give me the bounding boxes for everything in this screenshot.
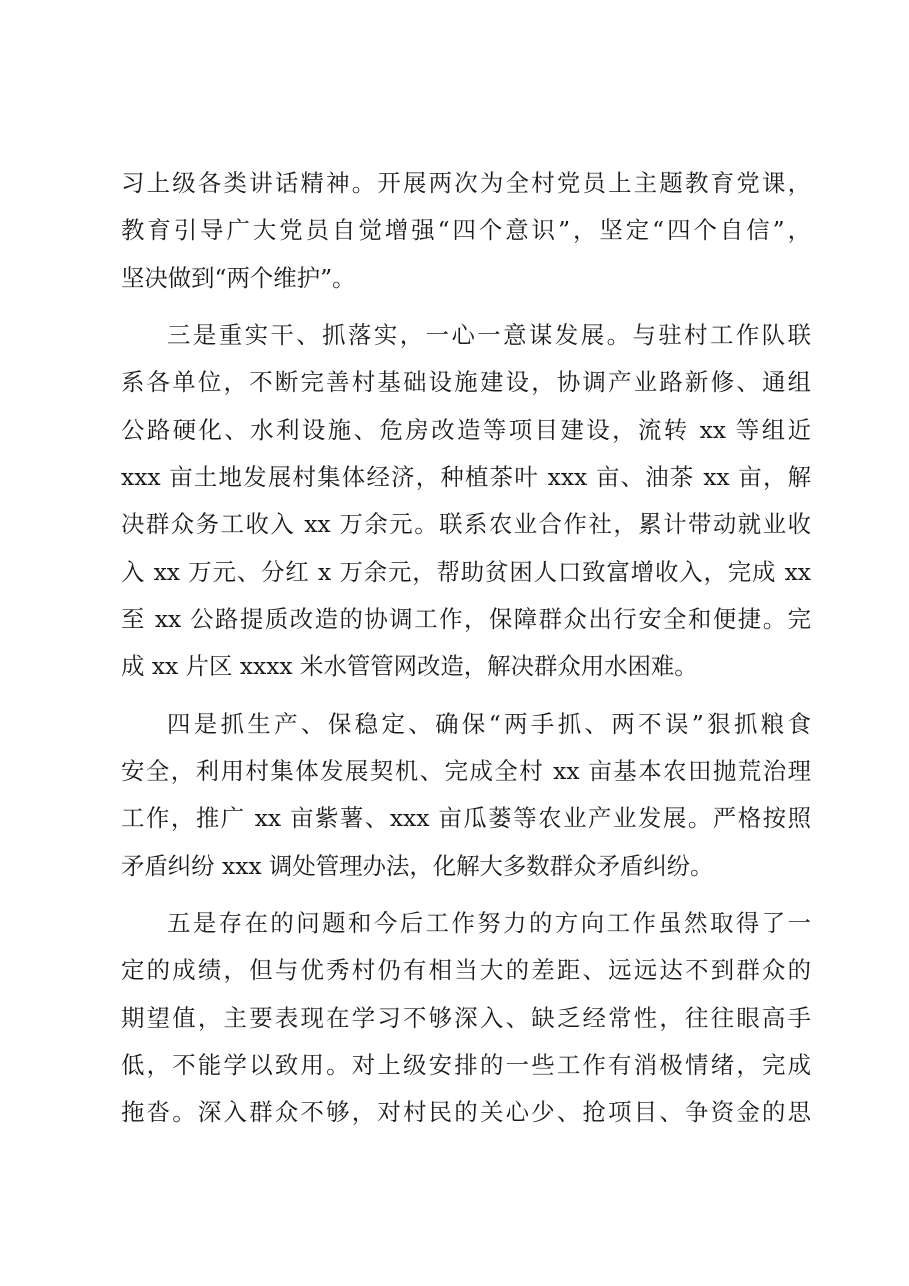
- text-line: 习上级各类讲话精神。开展两次为全村党员上主题教育党课，: [121, 169, 811, 197]
- text-line: 决群众务工收入 xx 万余元。联系农业合作社，累计带动就业收: [121, 510, 811, 539]
- paragraph-start-line: 五是存在的问题和今后工作努力的方向工作虽然取得了一: [167, 909, 811, 938]
- text-line: 至 xx 公路提质改造的协调工作，保障群众出行安全和便捷。完: [121, 604, 811, 633]
- text-line: 入 xx 万元、分红 x 万余元，帮助贫困人口致富增收入，完成 xx: [121, 557, 811, 586]
- text-line: 拖沓。深入群众不够，对村民的关心少、抢项目、争资金的思: [121, 1098, 811, 1127]
- text-line: 低，不能学以致用。对上级安排的一些工作有消极情绪，完成: [121, 1050, 811, 1079]
- text-line: 公路硬化、水利设施、危房改造等项目建设，流转 xx 等组近: [121, 415, 811, 444]
- body-text: [121, 165, 811, 1130]
- text-line: 系各单位，不断完善村基础设施建设，协调产业路新修、通组: [121, 368, 811, 397]
- text-line: 教育引导广大党员自觉增强“四个意识”，坚定“四个自信”，: [121, 216, 811, 245]
- paragraph-start-line: 三是重实干、抓落实，一心一意谋发展。与驻村工作队联: [167, 321, 811, 350]
- text-line: 坚决做到“两个维护”。: [121, 263, 356, 292]
- text-line: 工作，推广 xx 亩紫薯、xxx 亩瓜蒌等农业产业发展。严格按照: [121, 804, 811, 833]
- text-line: xxx 亩土地发展村集体经济，种植茶叶 xxx 亩、油茶 xx 亩，解: [121, 462, 811, 491]
- text-line: 定的成绩，但与优秀村仍有相当大的差距、远远达不到群众的: [121, 956, 811, 985]
- text-line: 成 xx 片区 xxxx 米水管管网改造，解决群众用水困难。: [121, 652, 698, 681]
- text-line: 期望值，主要表现在学习不够深入、缺乏经常性，往往眼高手: [121, 1003, 811, 1032]
- text-line: 矛盾纠纷 xxx 调处管理办法，化解大多数群众矛盾纠纷。: [121, 851, 714, 880]
- text-line: 安全，利用村集体发展契机、完成全村 xx 亩基本农田抛荒治理: [121, 756, 811, 785]
- paragraph-start-line: 四是抓生产、保稳定、确保“两手抓、两不误”狠抓粮食: [167, 709, 811, 738]
